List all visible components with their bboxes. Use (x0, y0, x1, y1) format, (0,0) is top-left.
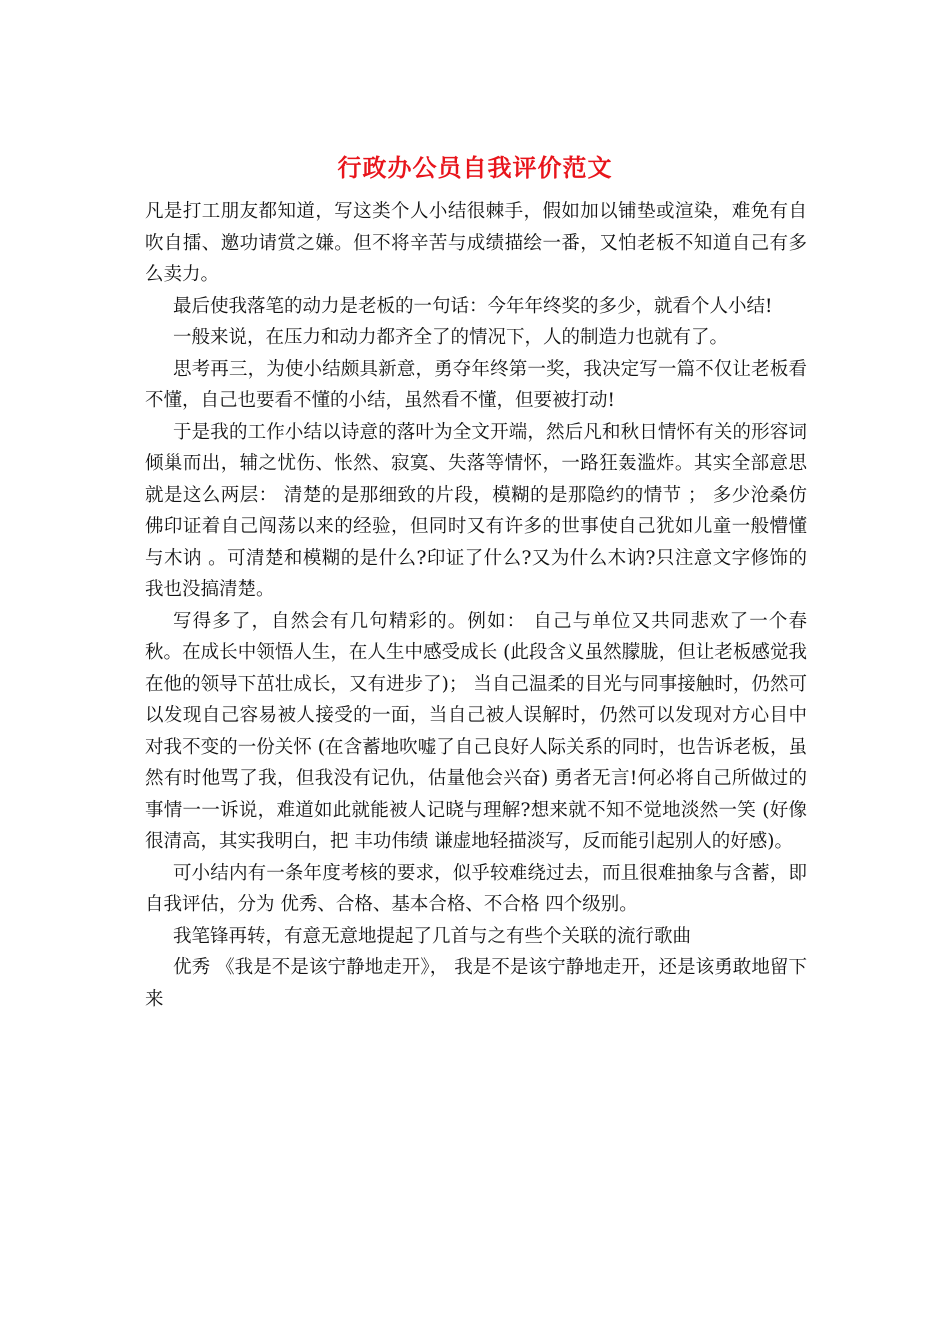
paragraph-9: 优秀 《我是不是该宁静地走开》， 我是不是该宁静地走开，还是该勇敢地留下来 (145, 957, 807, 1010)
paragraph-1: 凡是打工朋友都知道，写这类个人小结很棘手，假如加以铺垫或渲染，难免有自吹自擂、邀功请赏之嫌。但不将辛苦与成绩描绘一番，又怕老板不知道自己有多么卖力。 (145, 201, 807, 285)
document-title: 行政办公员自我评价范文 (337, 153, 613, 182)
paragraph-4: 思考再三，为使小结颇具新意，勇夺年终第一奖，我决定写一篇不仅让老板看不懂，自己也要看不懂的小结，虽然看不懂，但要被打动! (145, 358, 807, 411)
paragraph-8: 我笔锋再转，有意无意地提起了几首与之有些个关联的流行歌曲 (173, 925, 692, 947)
paragraph-6: 写得多了，自然会有几句精彩的。例如： 自己与单位又共同悲欢了一个春秋。在成长中领悟人生，在人生中感受成长 (此段含义虽然朦胧，但让老板感觉我在他的领导下茁壮成长，又有进步了)； 当自己温柔的目光与同事接触时，仍然可以发现自己容易被人接受的一面，当自己被人误解时，仍然可以发现对方心目中对我不变的一份关怀 (在含蓄地吹嘘了自己良好人际关系的同时，也告诉老板，虽然有时他骂了我，但我没有记仇，估量他会兴奋) 勇者无言!何必将自己所做过的事情一一诉说，难道如此就能被人记晓与理解?想来就不知不觉地淡然一笑 (好像很清高，其实我明白，把 丰功伟绩 谦虚地轻描淡写，反而能引起别人的好感)。 (145, 610, 807, 852)
paragraph-3: 一般来说，在压力和动力都齐全了的情况下，人的制造力也就有了。 (173, 327, 729, 348)
paragraph-7: 可小结内有一条年度考核的要求，似乎较难绕过去，而且很难抽象与含蓄，即自我评估，分为 优秀、合格、基本合格、不合格 四个级别。 (145, 862, 807, 915)
paragraph-2: 最后使我落笔的动力是老板的一句话：今年年终奖的多少，就看个人小结! (173, 295, 773, 317)
document-body (145, 196, 807, 1015)
paragraph-5: 于是我的工作小结以诗意的落叶为全文开端，然后凡和秋日情怀有关的形容词倾巢而出，辅之忧伤、怅然、寂寞、失落等情怀，一路狂轰滥炸。其实全部意思就是这么两层： 清楚的是那细致的片段，模糊的是那隐约的情节 ； 多少沧桑仿佛印证着自己闯荡以来的经验，但同时又有许多的世事使自己犹如儿童一般懵懂与木讷 。可清楚和模糊的是什么?印证了什么?又为什么木讷?只注意文字修饰的我也没搞清楚。 (145, 421, 807, 600)
